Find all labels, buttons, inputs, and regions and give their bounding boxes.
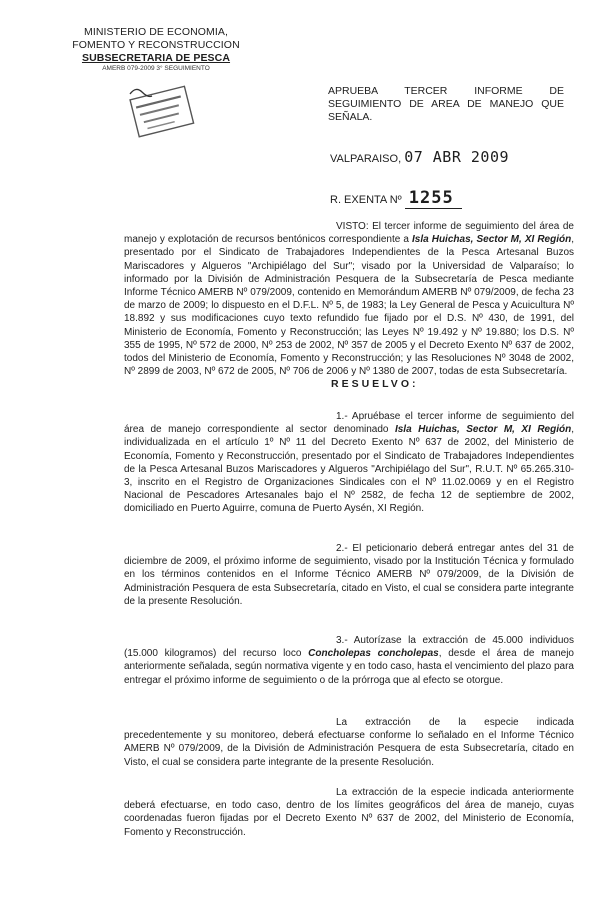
- stamped-date: 07 ABR 2009: [404, 148, 510, 166]
- resuelvo-heading: RESUELVO:: [331, 378, 419, 390]
- area-name: Isla Huichas, Sector M, XI Región: [411, 234, 572, 246]
- paragraph-extraction-limits: La extracción de la especie indicada anteriormente deberá efectuarse, en todo caso, dentro de los límites geográficos del área de manejo, cuyas coordenadas fueron fijadas por el Decreto Exento Nº 637 de 2002, del Ministerio de Economía, Fomento y Reconstrucción.: [124, 787, 574, 838]
- article-1: 1.- Apruébase el tercer informe de seguimiento del área de manejo correspondiente al sector denominado Isla Huichas, Sector M, XI Región, individualizada en el artículo 1º Nº 11 del Decreto Exento Nº 637 de 2002, del Ministerio de Economía, Fomento y Reconstrucción, presentado por el Sindicato de Trabajadores Independientes de la Pesca Artesanal Buzos Mariscadores y Algueros "Archipiélago del Sur", R.U.T. Nº 65.265.310-3, inscrito en el Registro de Organizaciones Sindicales con el Nº 11.02.0069 y en el Registro Nacional de Pescadores Artesanales bajo el Nº 2582, de fecha 12 de septiembre de 2002, domiciliado en Puerto Aguirre, comuna de Puerto Aysén, XI Región.: [124, 411, 574, 515]
- ministry-name-line-2: FOMENTO Y RECONSTRUCCION: [72, 39, 240, 51]
- area-name: Isla Huichas, Sector M, XI Región: [394, 424, 572, 436]
- paragraph-extraction-monitoring: La extracción de la especie indicada precedentemente y su monitoreo, deberá efectuarse conforme lo señalado en el Informe Técnico AMERB Nº 079/2009, de la División de Administración Pesquera de esta Subsecretaría, citado en Visto, el cual se considera parte integrante de la presente Resolución.: [124, 717, 574, 768]
- rubber-stamp-icon: [120, 84, 208, 140]
- exenta-number-field: [405, 188, 462, 209]
- resolution-number-line: [330, 188, 580, 209]
- place-and-date: [330, 148, 580, 166]
- reference-code: AMERB 079-2009 3° SEGUIMIENTO: [102, 65, 210, 72]
- visto-paragraph: VISTO: El tercer informe de seguimiento del área de manejo y explotación de recursos bentónicos correspondiente a Isla Huichas, Sector M, XI Región, presentado por el Sindicato de Trabajadores Independientes de la Pesca Artesanal Buzos Mariscadores y Algueros "Archipiélago del Sur"; visado por la Universidad de Valparaíso; lo informado por la División de Administración Pesquera de la Subsecretaría de Pesca mediante Informe Técnico AMERB Nº 079/2009, contenido en Memorándum AMERB Nº 079/2009, de fecha 23 de marzo de 2009; lo dispuesto en el D.F.L. Nº 5, de 1983; la Ley General de Pesca y Acuicultura Nº 18.892 y sus modificaciones cuyo texto refundido fue fijado por el D.S. Nº 430, de 1991, del Ministerio de Economía, Fomento y Reconstrucción; las Leyes Nº 19.492 y Nº 19.880; los D.S. Nº 355 de 1995, Nº 572 de 2000, Nº 253 de 2002, Nº 357 de 2005 y el Decreto Exento Nº 637 de 2002, todos del Ministerio de Economía, Fomento y Reconstrucción; y las Resoluciones Nº 3048 de 2002, Nº 2899 de 2003, Nº 672 de 2005, Nº 706 de 2006 y Nº 1380 de 2007, todas de esta Subsecretaría.: [124, 221, 574, 378]
- undersecretariat-name: SUBSECRETARIA DE PESCA: [81, 52, 231, 64]
- exenta-label: R. EXENTA Nº: [330, 194, 402, 206]
- place-label: VALPARAISO,: [330, 153, 402, 165]
- letterhead: [56, 26, 256, 73]
- article-3: 3.- Autorízase la extracción de 45.000 individuos (15.000 kilogramos) del recurso loco Concholepas concholepas, desde el área de manejo anteriormente señalada, según normativa vigente y en todo caso, hasta el vencimiento del plazo para entregar el próximo informe de seguimiento o de la prórroga que al efecto se otorgue.: [124, 635, 574, 686]
- species-name: Concholepas concholepas: [308, 648, 439, 660]
- exenta-number: 1255: [408, 188, 454, 208]
- ministry-name-line-1: MINISTERIO DE ECONOMIA,: [83, 26, 229, 38]
- article-2: 2.- El peticionario deberá entregar antes del 31 de diciembre de 2009, el próximo informe de seguimiento, visado por la Institución Técnica y formulado en los términos contenidos en el Informe Técnico AMERB Nº 079/2009, de la División de Administración Pesquera de esta Subsecretaría, citado en Visto, el cual se considera parte integrante de la presente Resolución.: [124, 543, 574, 607]
- resolution-subject: APRUEBA TERCER INFORME DE SEGUIMIENTO DE AREA DE MANEJO QUE SEÑALA.: [328, 85, 564, 123]
